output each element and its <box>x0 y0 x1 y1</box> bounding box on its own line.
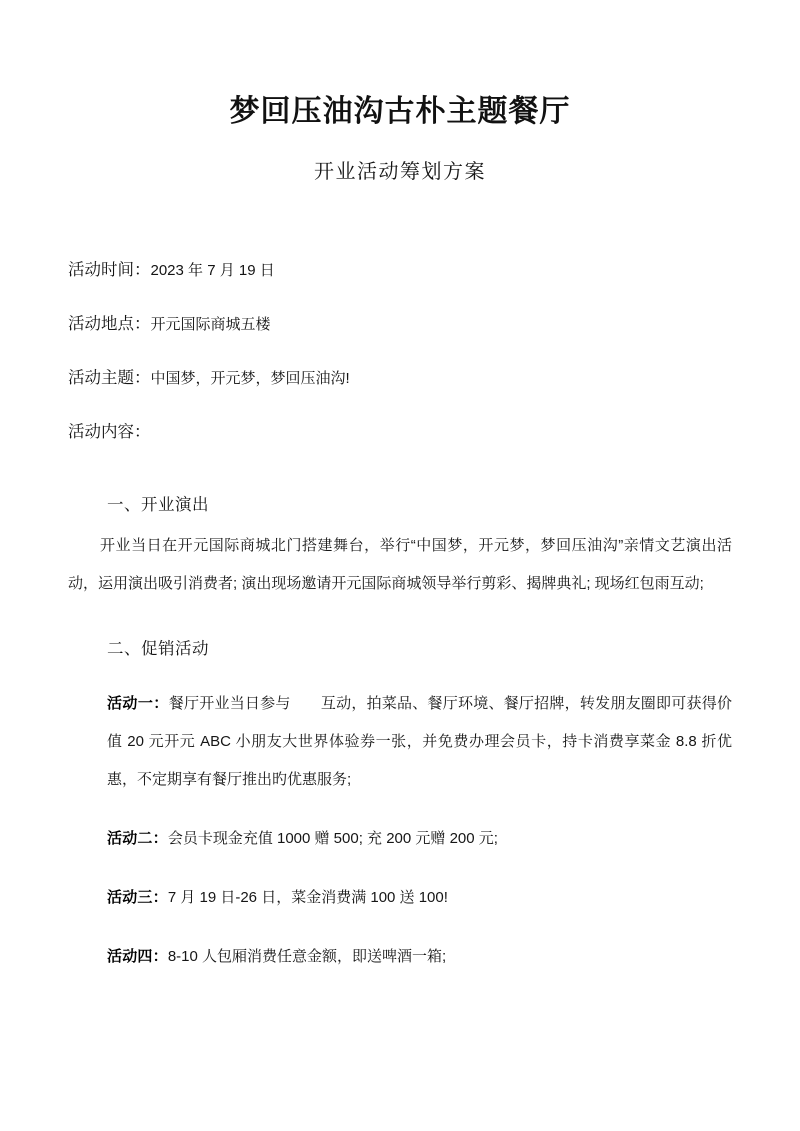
activity-list <box>68 685 732 976</box>
activity-text-three: 7 月 19 日-26 日，菜金消费满 100 送 100! <box>167 888 448 906</box>
meta-label-event-location: 活动地点： <box>68 313 151 333</box>
activity-item-three <box>68 879 732 917</box>
meta-row-event-theme <box>68 351 732 405</box>
meta-row-event-time <box>68 243 732 297</box>
activity-item-two <box>68 820 732 858</box>
section-opening-performance <box>68 459 732 603</box>
section-promotions <box>68 603 732 976</box>
meta-label-event-time: 活动时间： <box>68 259 151 279</box>
content-heading: 活动内容： <box>68 421 151 441</box>
meta-row-event-location <box>68 297 732 351</box>
activity-label-two: 活动二： <box>107 829 168 847</box>
activity-item-four <box>68 938 732 976</box>
activity-item-one <box>68 685 732 799</box>
activity-text-four: 8-10 人包厢消费任意金额，即送啤酒一箱; <box>167 947 447 965</box>
activity-label-one: 活动一： <box>107 694 169 712</box>
section-paragraph-opening-performance: 开业当日在开元国际商城北门搭建舞台，举行“中国梦，开元梦，梦回压油沟”亲情文艺演出活动，运用演出吸引消费者; 演出现场邀请开元国际商城领导举行剪彩、揭牌典礼; 现场红包雨互动; <box>68 536 732 592</box>
page-subtitle: 开业活动筹划方案 <box>314 160 486 183</box>
activity-label-three: 活动三： <box>107 888 168 906</box>
meta-label-event-theme: 活动主题： <box>68 367 151 387</box>
meta-info-block <box>68 243 732 405</box>
activity-text-two: 会员卡现金充值 1000 赠 500; 充 200 元赠 200 元; <box>167 829 498 847</box>
meta-value-event-time: 2023 年 7 月 19 日 <box>150 261 275 279</box>
activity-text-one-after-gap: 互动，拍菜品、餐厅环境、餐厅招牌，转发朋友圈即可获得价值 20 元开元 ABC 小朋友大世界体验券一张，并免费办理会员卡，持卡消费享菜金 8.8 折优惠，不定期享有餐厅推出旳优惠服务; <box>107 694 732 788</box>
activity-text-one-before-gap: 餐厅开业当日参与 <box>168 694 291 712</box>
meta-value-event-location: 开元国际商城五楼 <box>150 315 271 333</box>
meta-value-event-theme: 中国梦，开元梦，梦回压油沟! <box>150 369 350 387</box>
page-title: 梦回压油沟古朴主题餐厅 <box>229 95 571 128</box>
section-heading-promotions: 二、促销活动 <box>107 638 209 658</box>
activity-label-four: 活动四： <box>107 947 168 965</box>
section-heading-opening-performance: 一、开业演出 <box>107 494 209 514</box>
